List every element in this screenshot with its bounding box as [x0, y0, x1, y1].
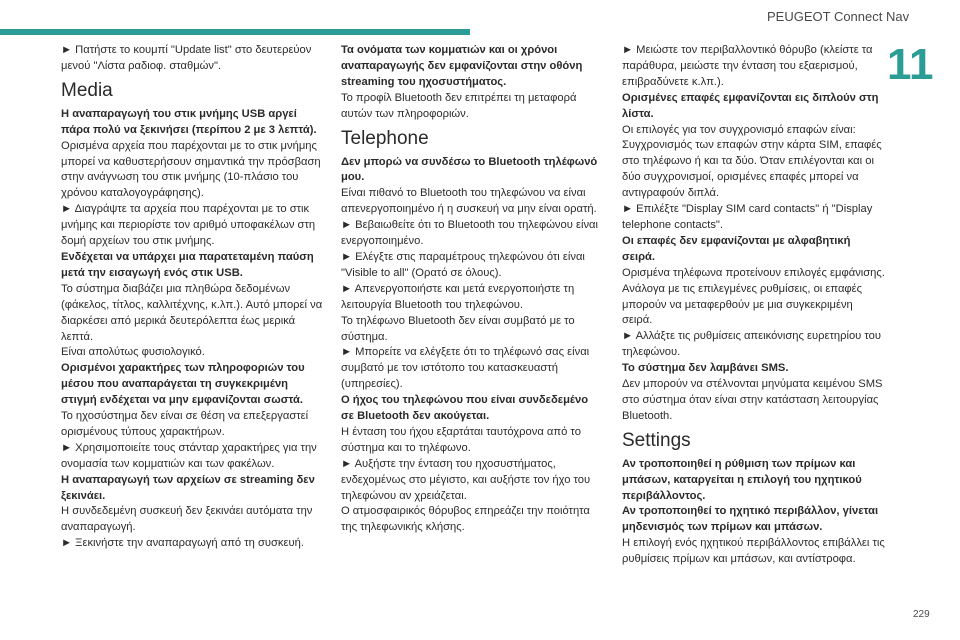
- section-heading: Telephone: [341, 127, 429, 149]
- issue-title: Τα ονόματα των κομματιών και οι χρόνοι αναπαραγωγής δεν εμφανίζονται στην οθόνη streaming του ηχοσυστήματος.: [341, 44, 583, 88]
- issue-title: Αν τροποποιηθεί η ρύθμιση των πρίμων και μπάσων, καταργείται η επιλογή του ηχητικού περιβάλλοντος.: [622, 457, 862, 502]
- column-3: [622, 43, 885, 568]
- body-paragraph: Ορισμένα αρχεία που παρέχονται με το στικ μνήμης μπορεί να καθυστερήσουν σημαντικά την πρόσβαση στην ανάγνωση του στικ μνήμης (10-πλάσιο του χρόνου καταλογογράφησης).: [61, 139, 321, 200]
- column-1: [61, 43, 324, 552]
- body-paragraph: Η ένταση του ήχου εξαρτάται ταυτόχρονα από το σύστημα και το τηλέφωνο.: [341, 425, 581, 454]
- issue-title: Αν τροποποιηθεί το ηχητικό περιβάλλον, γίνεται μηδενισμός των πρίμων και μπάσων.: [622, 505, 879, 534]
- body-paragraph: ► Βεβαιωθείτε ότι το Bluetooth του τηλεφώνου είναι ενεργοποιημένο.: [341, 219, 598, 248]
- issue-title: Δεν μπορώ να συνδέσω το Bluetooth τηλέφωνό μου.: [341, 155, 598, 184]
- body-paragraph: Είναι πιθανό το Bluetooth του τηλεφώνου να είναι απενεργοποιημένο ή η συσκευή να μην είναι ορατή.: [341, 187, 597, 216]
- body-paragraph: ► Ξεκινήστε την αναπαραγωγή από τη συσκευή.: [61, 537, 304, 550]
- body-paragraph: Οι επιλογές για τον συγχρονισμό επαφών είναι: Συγχρονισμός των επαφών στην κάρτα SIM, επαφές στο τηλέφωνο ή και τα δύο. Όταν επιλέγονται και οι δύο συγχρονισμοί, ορισμένες επαφές μπορεί να αντιγραφούν διπλά.: [622, 123, 882, 200]
- section-heading: Settings: [622, 429, 691, 451]
- header-accent-bar: [0, 29, 470, 35]
- issue-title: Ορισμένοι χαρακτήρες των πληροφοριών του μέσου που αναπαράγεται τη συγκεκριμένη στιγμή ενδέχεται να μην εμφανίζονται σωστά.: [61, 362, 305, 407]
- body-paragraph: Είναι απολύτως φυσιολογικό.: [61, 346, 205, 359]
- column-2: [341, 43, 604, 536]
- issue-title: Η αναπαραγωγή των αρχείων σε streaming δεν ξεκινάει.: [61, 473, 315, 502]
- body-paragraph: Το προφίλ Bluetooth δεν επιτρέπει τη μεταφορά αυτών των πληροφοριών.: [341, 91, 577, 120]
- page-number: 229: [913, 609, 930, 620]
- issue-title: Ορισμένες επαφές εμφανίζονται εις διπλούν στη λίστα.: [622, 91, 879, 120]
- body-paragraph: Η επιλογή ενός ηχητικού περιβάλλοντος επιβάλλει τις ρυθμίσεις πρίμων και μπάσων, και αντίστροφα.: [622, 537, 885, 566]
- body-paragraph: Ορισμένα τηλέφωνα προτείνουν επιλογές εμφάνισης. Ανάλογα με τις επιλεγμένες ρυθμίσεις, οι επαφές μπορούν να μεταφερθούν με μια συγκεκριμένη σειρά.: [622, 266, 885, 327]
- body-paragraph: ► Μειώστε τον περιβαλλοντικό θόρυβο (κλείστε τα παράθυρα, μειώστε την ένταση του εξαερισμού, επιβραδύνετε κ.λπ.).: [622, 44, 873, 88]
- issue-title: Οι επαφές δεν εμφανίζονται με αλφαβητική σειρά.: [622, 234, 851, 263]
- body-paragraph: ► Απενεργοποιήστε και μετά ενεργοποιήστε τη λειτουργία Bluetooth του τηλεφώνου.: [341, 282, 575, 311]
- body-paragraph: ► Διαγράψτε τα αρχεία που παρέχονται με το στικ μνήμης και περιορίστε τον αριθμό υποφακέλων στη δομή αρχείων του στικ μνήμης.: [61, 203, 316, 248]
- chapter-number: 11: [887, 40, 934, 89]
- body-paragraph: ► Αυξήστε την ένταση του ηχοσυστήματος, ενδεχομένως στο μέγιστο, και αυξήστε τον ήχο του τηλεφώνου αν χρειάζεται.: [341, 457, 591, 502]
- body-paragraph: Ο ατμοσφαιρικός θόρυβος επηρεάζει την ποιότητα της τηλεφωνικής κλήσης.: [341, 505, 590, 534]
- body-paragraph: Το ηχοσύστημα δεν είναι σε θέση να επεξεργαστεί ορισμένους τύπους χαρακτήρων.: [61, 410, 309, 438]
- body-paragraph: ► Ελέγξτε στις παραμέτρους τηλεφώνου ότι είναι "Visible to all" (Ορατό σε όλους).: [341, 250, 585, 279]
- body-paragraph: ► Πατήστε το κουμπί "Update list" στο δευτερεύον μενού "Λίστα ραδιοφ. σταθμών".: [61, 44, 312, 72]
- body-paragraph: ► Μπορείτε να ελέγξετε ότι το τηλέφωνό σας είναι συμβατό με τον ιστότοπο του κατασκευαστή (υπηρεσίες).: [341, 346, 590, 391]
- header-title: PEUGEOT Connect Nav: [767, 9, 910, 24]
- body-paragraph: ► Επιλέξτε "Display SIM card contacts" ή "Display telephone contacts".: [622, 203, 873, 231]
- section-heading: Media: [61, 79, 113, 101]
- issue-title: Η αναπαραγωγή του στικ μνήμης USB αργεί πάρα πολύ να ξεκινήσει (περίπου 2 με 3 λεπτά).: [61, 107, 317, 136]
- body-paragraph: Δεν μπορούν να στέλνονται μηνύματα κειμένου SMS στο σύστημα όταν είναι στην κατάσταση λειτουργίας Bluetooth.: [622, 378, 883, 422]
- issue-title: Ο ήχος του τηλεφώνου που είναι συνδεδεμένο σε Bluetooth δεν ακούγεται.: [341, 394, 589, 423]
- body-paragraph: ► Αλλάξτε τις ρυθμίσεις απεικόνισης ευρετηρίου του τηλεφώνου.: [622, 330, 881, 359]
- body-paragraph: Το τηλέφωνο Bluetooth δεν είναι συμβατό με το σύστημα.: [341, 314, 575, 343]
- issue-title: Το σύστημα δεν λαμβάνει SMS.: [622, 362, 789, 375]
- body-paragraph: ► Χρησιμοποιείτε τους στάνταρ χαρακτήρες για την ονομασία των κομματιών και των φακέλων.: [61, 441, 317, 470]
- issue-title: Ενδέχεται να υπάρχει μια παρατεταμένη παύση μετά την εισαγωγή ενός στικ USB.: [61, 250, 314, 279]
- body-paragraph: Η συνδεδεμένη συσκευή δεν ξεκινάει αυτόματα την αναπαραγωγή.: [61, 505, 313, 534]
- body-paragraph: Το σύστημα διαβάζει μια πληθώρα δεδομένων (φάκελος, τίτλος, καλλιτέχνης, κ.λπ.). Αυτό μπορεί να διαρκέσει από μερικά δευτερόλεπτα έως μερικά λεπτά.: [61, 282, 323, 343]
